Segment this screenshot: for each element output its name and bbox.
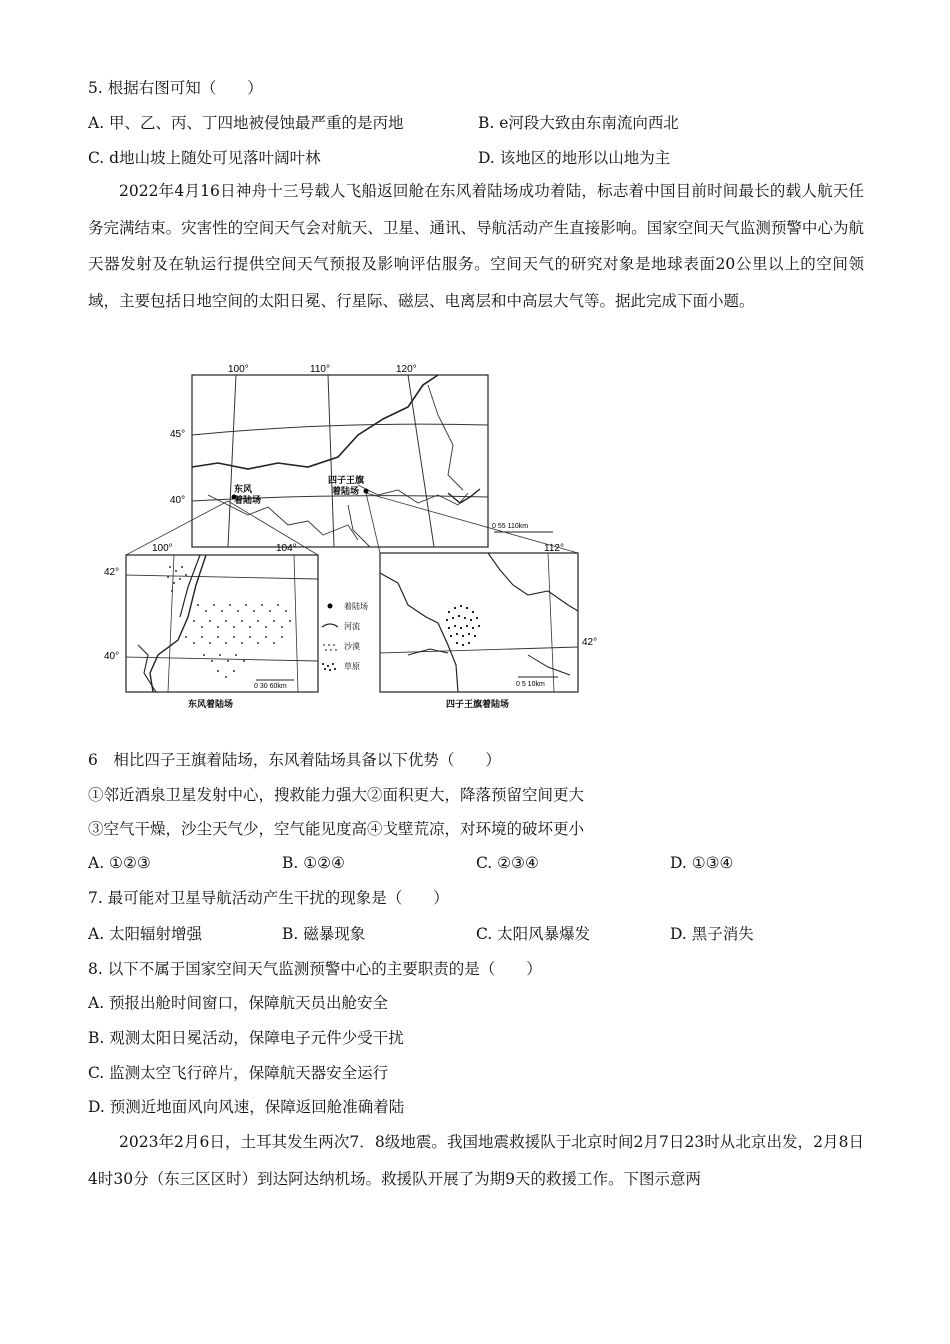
q7-option-c: C. 太阳风暴爆发: [476, 925, 591, 943]
main-lon-110: 110°: [310, 364, 330, 375]
legend-site-symbol: [328, 604, 333, 609]
q8-option-a: A. 预报出舱时间窗口，保障航天员出舱安全: [88, 994, 389, 1012]
main-lat-40: 40°: [170, 495, 186, 506]
siziwang-label-2: 着陆场: [332, 486, 360, 496]
main-lon-112: 112°: [544, 543, 564, 554]
q7-stem: 7. 最可能对卫星导航活动产生干扰的现象是（ ）: [88, 889, 449, 907]
left-lat-40: 40°: [104, 651, 120, 662]
q7-option-d: D. 黑子消失: [670, 925, 754, 943]
q5-option-d: D. 该地区的地形以山地为主: [478, 149, 671, 167]
right-lat-42: 42°: [582, 637, 598, 648]
passage-turkey-earthquake: 2023年2月6日，土耳其发生两次7．8级地震。我国地震救援队于北京时间2月7日23时从北京出发，2月8日4时30分（东三区区时）到达阿达纳机场。救援队开展了为期9天的救援工作。下图示意两: [88, 1133, 864, 1188]
q5-option-a: A. 甲、乙、丙、丁四地被侵蚀最严重的是丙地: [88, 114, 404, 132]
q6-stem: 6 相比四子王旗着陆场，东风着陆场具备以下优势（ ）: [88, 751, 501, 769]
q5-stem: 5. 根据右图可知（ ）: [88, 79, 263, 97]
main-scale: 0 55 110km: [492, 523, 529, 530]
siziwang-inset-frame: [380, 553, 578, 692]
main-lon-120: 120°: [396, 364, 417, 375]
main-lon-100: 100°: [228, 364, 249, 375]
dongfeng-label: 东风: [234, 484, 253, 494]
q7-option-b: B. 磁暴现象: [282, 925, 366, 943]
right-caption: 四子王旗着陆场: [446, 699, 510, 709]
legend-grass: 草原: [344, 662, 360, 671]
siziwang-label: 四子王旗: [328, 475, 365, 485]
q7-option-a: A. 太阳辐射增强: [88, 925, 203, 943]
q8-option-b: B. 观测太阳日冕活动，保障电子元件少受干扰: [88, 1029, 404, 1047]
legend-river: 河流: [344, 622, 360, 631]
q6-option-a: A. ①②③: [88, 854, 151, 872]
legend-river-symbol: [322, 624, 338, 627]
q8-option-c: C. 监测太空飞行碎片，保障航天器安全运行: [88, 1064, 389, 1082]
q5-option-b: B. e河段大致由东南流向西北: [478, 114, 679, 132]
landing-site-map: [104, 355, 608, 715]
legend-desert: 沙漠: [344, 642, 360, 651]
legend-site: 着陆场: [344, 602, 368, 611]
legend-grass-symbol: [322, 663, 336, 671]
q6-option-d: D. ①③④: [670, 854, 734, 872]
siziwang-site-marker: [364, 489, 369, 494]
legend-desert-symbol: [323, 644, 337, 651]
grassland-pattern: [446, 605, 480, 646]
left-caption: 东风着陆场: [188, 699, 234, 709]
left-scale: 0 30 60km: [254, 683, 287, 690]
q8-stem: 8. 以下不属于国家空间天气监测预警中心的主要职责的是（ ）: [88, 960, 542, 978]
main-map-frame: [192, 375, 488, 547]
q8-option-d: D. 预测近地面风向风速，保障返回舱准确着陆: [88, 1098, 405, 1116]
left-lon-104: 104°: [276, 543, 297, 554]
q6-statement-1: ①邻近酒泉卫星发射中心，搜救能力强大②面积更大，降落预留空间更大: [88, 786, 585, 804]
main-lat-45: 45°: [170, 429, 186, 440]
passage-shenzhou: 2022年4月16日神舟十三号载人飞船返回舱在东风着陆场成功着陆，标志着中国目前时间最长的载人航天任务完满结束。灾害性的空间天气会对航天、卫星、通讯、导航活动产生直接影响。国家空间天气监测预警中心为航天器发射及在轨运行提供空间天气预报及影响评估服务。空间天气的研究对象是地球表面20公里以上的空间领域，主要包括日地空间的太阳日冕、行星际、磁层、电离层和中高层大气等。据此完成下面小题。: [88, 182, 864, 310]
q6-option-c: C. ②③④: [476, 854, 539, 872]
q6-option-b: B. ①②④: [282, 854, 345, 872]
dongfeng-label-2: 着陆场: [234, 495, 262, 505]
q5-option-c: C. d地山坡上随处可见落叶阔叶林: [88, 149, 321, 167]
left-lat-42: 42°: [104, 567, 120, 578]
left-lon-100: 100°: [152, 543, 173, 554]
right-scale: 0 5 10km: [516, 681, 545, 688]
q6-statement-2: ③空气干燥，沙尘天气少，空气能见度高④戈壁荒凉，对环境的破坏更小: [88, 820, 585, 838]
